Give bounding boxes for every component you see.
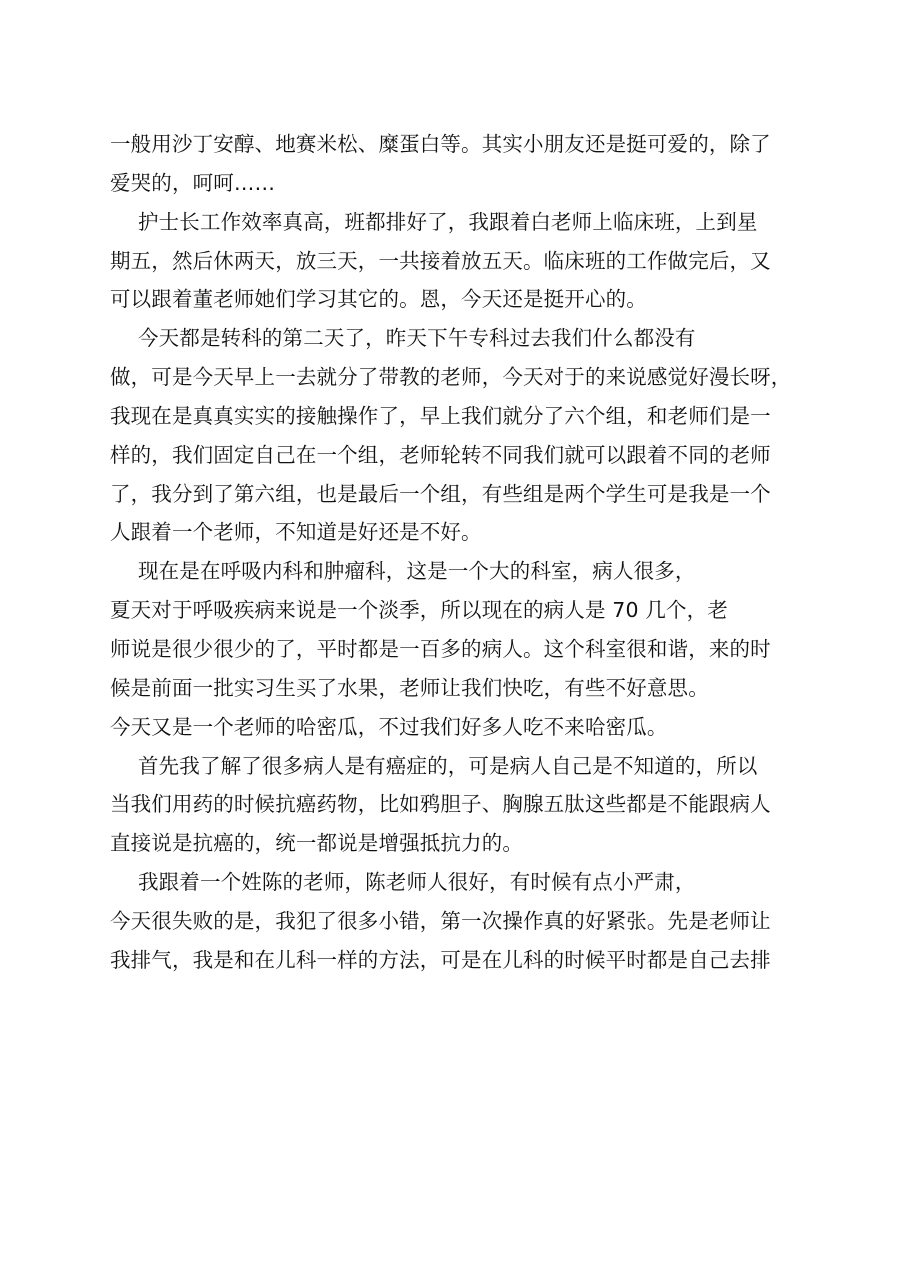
text-line: 一般用沙丁安醇、地赛米松、糜蛋白等。其实小朋友还是挺可爱的，除了 — [110, 132, 771, 156]
text-line: 今天很失败的是，我犯了很多小错，第一次操作真的好紧张。先是老师让 — [110, 908, 771, 933]
text-line: 可以跟着董老师她们学习其它的。恩，今天还是挺开心的。 — [110, 287, 647, 312]
paragraph-start-line: 护士长工作效率真高，班都排好了，我跟着白老师上临床班，上到星 — [138, 209, 758, 234]
paragraph-start-line: 现在是在呼吸内科和肿瘤科，这是一个大的科室，病人很多， — [138, 559, 696, 584]
text-line: 我排气，我是和在儿科一样的方法，可是在儿科的时候平时都是自己去排 — [110, 947, 771, 972]
text-line: 当我们用药的时候抗癌药物，比如鸦胆子、胸腺五肽这些都是不能跟病人 — [110, 792, 771, 817]
paragraph-start-line: 我跟着一个姓陈的老师，陈老师人很好，有时候有点小严肃， — [138, 870, 696, 895]
text-line: 师说是很少很少的了，平时都是一百多的病人。这个科室很和谐，来的时 — [110, 636, 771, 661]
text-line: 今天又是一个老师的哈密瓜，不过我们好多人吃不来哈密瓜。 — [110, 714, 668, 739]
text-line: 人跟着一个老师，不知道是好还是不好。 — [110, 520, 482, 545]
text-line: 了，我分到了第六组，也是最后一个组，有些组是两个学生可是我是一个 — [110, 481, 771, 506]
text-line: 期五，然后休两天，放三天，一共接着放五天。临床班的工作做完后，又 — [110, 248, 771, 273]
document-body — [110, 125, 810, 980]
text-line: 候是前面一批实习生买了水果，老师让我们快吃，有些不好意思。 — [110, 675, 709, 700]
text-line: 样的，我们固定自己在一个组，老师轮转不同我们就可以跟着不同的老师 — [110, 442, 771, 467]
text-line: 做，可是今天早上一去就分了带教的老师，今天对于的来说感觉好漫长呀， — [110, 365, 792, 390]
paragraph-start-line: 首先我了解了很多病人是有癌症的，可是病人自己是不知道的，所以 — [138, 753, 758, 778]
text-line: 我现在是真真实实的接触操作了，早上我们就分了六个组，和老师们是一 — [110, 403, 771, 428]
text-line: 爱哭的，呵呵…… — [110, 170, 276, 195]
text-line: 直接说是抗癌的，统一都说是增强抵抗力的。 — [110, 831, 523, 856]
text-line: 夏天对于呼吸疾病来说是一个淡季，所以现在的病人是 70 几个，老 — [110, 598, 728, 623]
paragraph-start-line: 今天都是转科的第二天了，昨天下午专科过去我们什么都没有 — [138, 326, 696, 351]
